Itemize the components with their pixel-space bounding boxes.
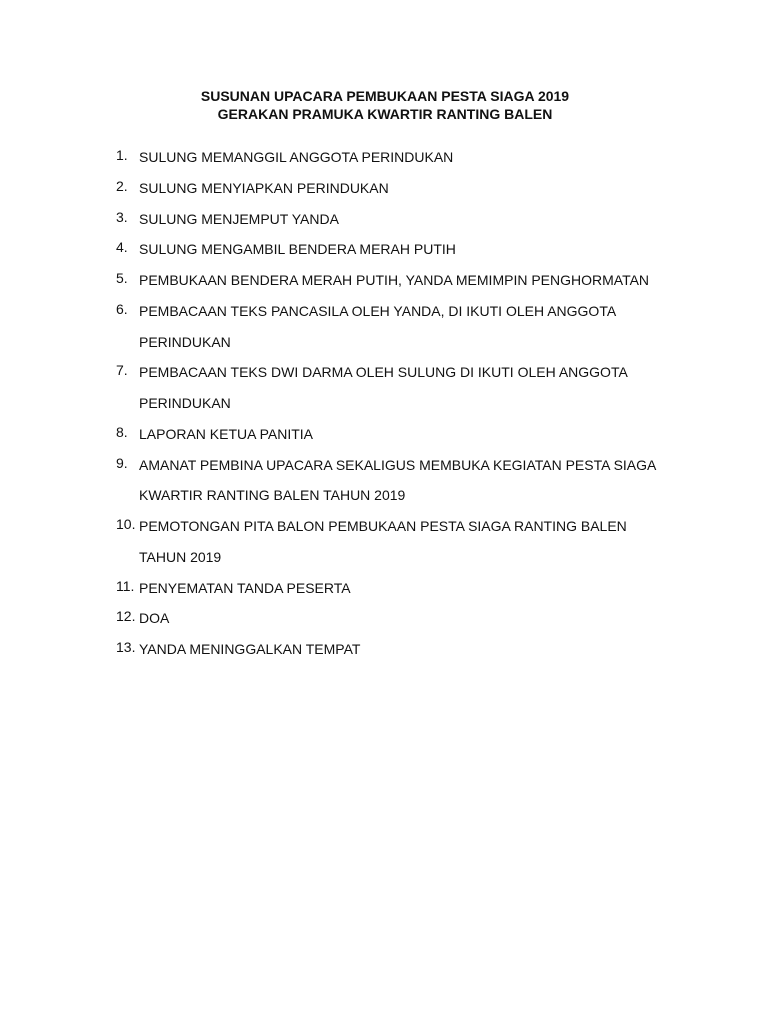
list-item-number: 1. [116, 147, 128, 163]
list-item-text: AMANAT PEMBINA UPACARA SEKALIGUS MEMBUKA KEGIATAN PESTA SIAGA [139, 456, 657, 473]
list-item-text: PEMBACAAN TEKS PANCASILA OLEH YANDA, DI IKUTI OLEH ANGGOTA [139, 302, 617, 319]
list-item-text: SULUNG MENGAMBIL BENDERA MERAH PUTIH [139, 241, 456, 258]
list-item-number: 9. [116, 454, 128, 471]
list-item-text: PEMOTONGAN PITA BALON PEMBUKAAN PESTA SIAGA RANTING BALEN [139, 518, 627, 534]
list-item [116, 362, 656, 424]
list-item-text: SULUNG MENYIAPKAN PERINDUKAN [139, 179, 389, 196]
title-line-1: SUSUNAN UPACARA PEMBUKAAN PESTA SIAGA 2019 [200, 88, 570, 104]
list-item-text: PENYEMATAN TANDA PESERTA [139, 579, 351, 596]
list-item-text: YANDA MENINGGALKAN TEMPAT [139, 641, 361, 657]
list-item [116, 239, 656, 270]
list-item-number: 8. [116, 423, 128, 440]
list-item [116, 608, 656, 639]
list-item-number: 3. [116, 208, 128, 225]
list-item-number: 5. [116, 270, 128, 286]
list-item-text: SULUNG MENJEMPUT YANDA [139, 210, 339, 227]
list-item-text: KWARTIR RANTING BALEN TAHUN 2019 [139, 487, 406, 504]
list-item-number: 11. [116, 577, 135, 594]
list-item-text: PERINDUKAN [139, 395, 231, 411]
list-item-text: PERINDUKAN [139, 333, 231, 350]
list-item-text: SULUNG MEMANGGIL ANGGOTA PERINDUKAN [139, 149, 454, 165]
list-item-text: PEMBUKAAN BENDERA MERAH PUTIH, YANDA MEMIMPIN PENGHORMATAN [139, 272, 650, 288]
list-item-number: 7. [116, 362, 128, 379]
list-item-text: DOA [139, 610, 170, 627]
list-item [116, 147, 656, 178]
list-item [116, 639, 656, 670]
title-line-2: GERAKAN PRAMUKA KWARTIR RANTING BALEN [217, 106, 553, 122]
list-item [116, 270, 656, 301]
list-item-number: 10. [116, 516, 136, 532]
list-item-text: TAHUN 2019 [139, 548, 222, 565]
list-item [116, 301, 656, 363]
list-item [116, 209, 656, 240]
list-item [116, 178, 656, 209]
list-item-number: 12. [116, 608, 136, 625]
list-item [116, 455, 656, 517]
list-item-number: 2. [116, 177, 128, 194]
document-title [0, 87, 768, 123]
list-item [116, 578, 656, 609]
agenda-list [116, 147, 656, 670]
list-item-number: 4. [116, 239, 128, 256]
list-item-number: 13. [116, 639, 136, 655]
list-item-text: LAPORAN KETUA PANITIA [139, 425, 314, 442]
list-item-text: PEMBACAAN TEKS DWI DARMA OLEH SULUNG DI IKUTI OLEH ANGGOTA [139, 364, 628, 381]
list-item-number: 6. [116, 300, 128, 317]
list-item [116, 424, 656, 455]
list-item [116, 516, 656, 578]
